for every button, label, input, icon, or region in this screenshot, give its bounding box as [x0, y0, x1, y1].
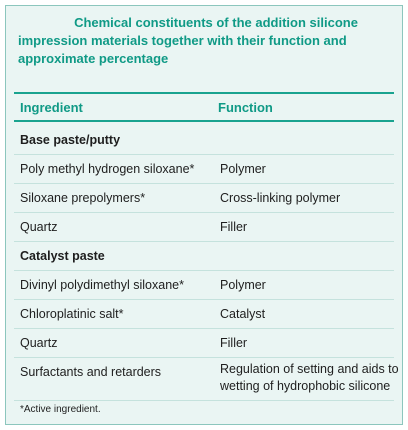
- cell-ingredient: Quartz: [20, 220, 58, 234]
- cell-ingredient: Surfactants and retarders: [20, 365, 162, 379]
- cell-ingredient: Base paste/putty: [20, 133, 121, 147]
- caption-line-3: approximate percentage: [18, 51, 169, 66]
- cell-function-line-1: Regulation of setting and aids to: [220, 362, 399, 376]
- cell-function: Cross-linking polymer: [220, 191, 341, 205]
- table-panel: [5, 5, 403, 425]
- section-row-catalyst-paste: [14, 242, 394, 271]
- cell-ingredient: Catalyst paste: [20, 249, 105, 263]
- table-row: [14, 213, 394, 242]
- table-caption: [6, 14, 402, 68]
- table-row: [14, 358, 399, 401]
- table-row: [14, 184, 394, 213]
- column-header-ingredient: Ingredient: [20, 100, 83, 115]
- cell-ingredient: Siloxane prepolymers*: [20, 191, 146, 205]
- cell-function: Filler: [220, 336, 248, 350]
- table-row: [14, 300, 394, 329]
- cell-function: [220, 361, 399, 395]
- cell-function-line-2: wetting of hydrophobic silicone: [220, 379, 391, 393]
- caption-line-2: impression materials together with their function and: [18, 33, 347, 48]
- cell-ingredient: Chloroplatinic salt*: [20, 307, 124, 321]
- cell-ingredient: Divinyl polydimethyl siloxane*: [20, 278, 184, 292]
- cell-function: Catalyst: [220, 307, 266, 321]
- cell-ingredient: Quartz: [20, 336, 58, 350]
- table-row: [14, 329, 394, 358]
- footnote: *Active ingredient.: [20, 404, 101, 415]
- cell-function: Filler: [220, 220, 248, 234]
- table-row: [14, 155, 394, 184]
- header-top-rule: [14, 92, 394, 94]
- caption-line-1: Chemical constituents of the addition silicone: [74, 15, 358, 30]
- table-body: [14, 126, 399, 401]
- section-row-base-paste: [14, 126, 394, 155]
- column-header-function: Function: [218, 100, 273, 115]
- header-bottom-rule: [14, 120, 394, 122]
- cell-function: Polymer: [220, 162, 266, 176]
- table-row: [14, 271, 394, 300]
- cell-ingredient: Poly methyl hydrogen siloxane*: [20, 162, 195, 176]
- cell-function: Polymer: [220, 278, 266, 292]
